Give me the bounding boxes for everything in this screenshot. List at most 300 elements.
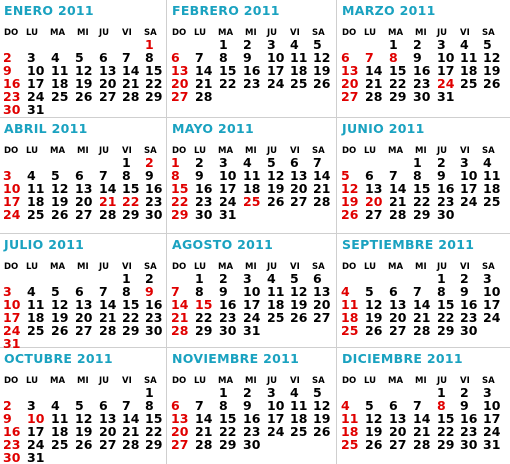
day-number: 11 [483,168,501,183]
weekday-header: DO [342,28,357,38]
day-number: 7 [122,398,131,413]
day-number: 20 [99,76,117,91]
weekday-header: MI [415,146,427,156]
day-number: 1 [219,37,228,52]
day-number: 28 [413,323,431,338]
weekday-header: SA [144,146,157,156]
weekday-header: MI [245,146,257,156]
month-title: OCTUBRE 2011 [4,351,113,366]
day-number: 9 [243,50,252,65]
day-number: 11 [267,284,285,299]
day-number: 12 [341,181,359,196]
day-number: 20 [290,181,308,196]
month-title: ABRIL 2011 [4,121,88,136]
day-number: 13 [171,63,189,78]
day-number: 10 [27,411,45,426]
day-number: 21 [99,310,117,325]
day-number: 19 [313,63,331,78]
day-number: 17 [460,181,478,196]
weekday-header: SA [312,28,325,38]
day-number: 20 [313,297,331,312]
day-number: 30 [219,323,237,338]
day-number: 5 [341,168,350,183]
day-number: 19 [51,310,69,325]
day-number: 1 [145,37,154,52]
day-number: 20 [389,310,407,325]
day-number: 1 [195,271,204,286]
day-number: 4 [460,37,469,52]
month-title: AGOSTO 2011 [172,237,274,252]
day-number: 12 [365,411,383,426]
day-number: 31 [219,207,237,222]
day-number: 30 [145,323,163,338]
day-number: 21 [413,424,431,439]
weekday-header: DO [342,262,357,272]
day-number: 21 [195,424,213,439]
day-number: 29 [413,207,431,222]
day-number: 18 [483,181,501,196]
day-number: 13 [290,168,308,183]
weekday-header: VI [460,146,470,156]
day-number: 13 [341,63,359,78]
day-number: 5 [51,168,60,183]
day-number: 10 [267,50,285,65]
day-number: 29 [122,323,140,338]
weekday-header: MA [50,262,66,272]
day-number: 14 [365,63,383,78]
month-calendar [338,118,506,233]
day-number: 31 [243,323,261,338]
day-number: 24 [27,437,45,452]
day-number: 23 [195,194,213,209]
day-number: 4 [51,398,60,413]
weekday-header: SA [312,376,325,386]
day-number: 12 [313,398,331,413]
weekday-header: LU [26,28,39,38]
day-number: 21 [122,76,140,91]
day-number: 30 [145,207,163,222]
day-number: 13 [99,63,117,78]
weekday-header: DO [4,146,19,156]
weekday-header: MA [50,376,66,386]
day-number: 30 [243,437,261,452]
day-number: 12 [290,284,308,299]
day-number: 4 [51,50,60,65]
weekday-header: SA [482,28,495,38]
weekday-header: MI [245,262,257,272]
day-number: 31 [3,336,21,349]
day-number: 14 [99,181,117,196]
day-number: 15 [171,181,189,196]
day-number: 7 [195,50,204,65]
day-number: 14 [195,63,213,78]
day-number: 3 [267,385,276,400]
month-title: JUNIO 2011 [342,121,425,136]
day-number: 14 [413,297,431,312]
day-number: 11 [243,168,261,183]
day-number: 19 [75,424,93,439]
day-number: 15 [219,63,237,78]
day-number: 19 [51,194,69,209]
day-number: 10 [219,168,237,183]
day-number: 24 [460,194,478,209]
day-number: 2 [243,37,252,52]
day-number: 25 [51,437,69,452]
weekday-header: MI [415,376,427,386]
day-number: 25 [27,323,45,338]
day-number: 16 [145,297,163,312]
day-number: 26 [75,437,93,452]
day-number: 2 [413,37,422,52]
day-number: 29 [145,89,163,104]
day-number: 6 [290,155,299,170]
day-number: 25 [460,76,478,91]
weekday-header: JU [267,262,278,272]
day-number: 6 [99,50,108,65]
day-number: 14 [389,181,407,196]
day-number: 2 [3,398,12,413]
weekday-header: VI [460,376,470,386]
day-number: 2 [145,271,154,286]
weekday-header: DO [172,28,187,38]
day-number: 8 [195,284,204,299]
day-number: 17 [483,297,501,312]
day-number: 27 [290,194,308,209]
day-number: 11 [460,50,478,65]
month-title: DICIEMBRE 2011 [342,351,463,366]
weekday-header: MI [77,376,89,386]
day-number: 25 [483,194,501,209]
day-number: 19 [313,411,331,426]
weekday-header: VI [290,262,300,272]
day-number: 22 [437,310,455,325]
day-number: 27 [75,323,93,338]
day-number: 1 [122,271,131,286]
day-number: 16 [413,63,431,78]
weekday-header: SA [144,262,157,272]
day-number: 15 [389,63,407,78]
day-number: 15 [145,411,163,426]
day-number: 12 [75,411,93,426]
day-number: 28 [171,323,189,338]
weekday-header: LU [364,28,377,38]
day-number: 20 [341,76,359,91]
day-number: 7 [122,50,131,65]
day-number: 10 [437,50,455,65]
day-number: 23 [437,194,455,209]
day-number: 31 [483,437,501,452]
weekday-header: VI [290,28,300,38]
day-number: 8 [145,50,154,65]
day-number: 8 [437,284,446,299]
day-number: 9 [145,168,154,183]
day-number: 9 [243,398,252,413]
weekday-header: MA [218,262,234,272]
weekday-header: MA [388,28,404,38]
day-number: 25 [341,323,359,338]
weekday-header: LU [194,376,207,386]
day-number: 7 [171,284,180,299]
day-number: 10 [243,284,261,299]
day-number: 4 [341,398,350,413]
day-number: 22 [122,194,140,209]
day-number: 16 [243,63,261,78]
day-number: 17 [3,194,21,209]
day-number: 27 [75,207,93,222]
day-number: 22 [145,424,163,439]
day-number: 18 [243,181,261,196]
day-number: 20 [365,194,383,209]
day-number: 27 [341,89,359,104]
weekday-header: MI [415,28,427,38]
day-number: 4 [243,155,252,170]
day-number: 1 [219,385,228,400]
day-number: 5 [313,37,322,52]
day-number: 13 [75,181,93,196]
weekday-header: LU [364,262,377,272]
day-number: 8 [145,398,154,413]
weekday-header: JU [99,28,110,38]
day-number: 30 [3,102,21,115]
day-number: 29 [437,323,455,338]
day-number: 14 [122,63,140,78]
day-number: 10 [483,284,501,299]
day-number: 2 [145,155,154,170]
day-number: 26 [267,194,285,209]
day-number: 18 [51,424,69,439]
day-number: 19 [365,424,383,439]
weekday-header: MA [50,146,66,156]
day-number: 12 [267,168,285,183]
weekday-header: JU [99,146,110,156]
day-number: 5 [365,284,374,299]
day-number: 21 [195,76,213,91]
day-number: 14 [413,411,431,426]
day-number: 18 [290,411,308,426]
weekday-header: LU [364,146,377,156]
day-number: 22 [219,424,237,439]
day-number: 11 [341,411,359,426]
month-calendar [168,118,336,233]
day-number: 30 [437,207,455,222]
day-number: 23 [145,194,163,209]
day-number: 30 [195,207,213,222]
day-number: 30 [460,323,478,338]
day-number: 10 [483,398,501,413]
day-number: 3 [483,271,492,286]
day-number: 2 [437,155,446,170]
day-number: 15 [122,297,140,312]
day-number: 7 [99,284,108,299]
month-title: NOVIEMBRE 2011 [172,351,300,366]
day-number: 1 [437,271,446,286]
day-number: 12 [75,63,93,78]
day-number: 19 [365,310,383,325]
weekday-header: SA [482,146,495,156]
weekday-header: LU [26,146,39,156]
day-number: 27 [389,323,407,338]
day-number: 24 [3,207,21,222]
day-number: 27 [389,437,407,452]
day-number: 10 [267,398,285,413]
day-number: 7 [365,50,374,65]
weekday-header: MI [415,262,427,272]
day-number: 4 [290,385,299,400]
day-number: 29 [122,207,140,222]
day-number: 13 [75,297,93,312]
day-number: 10 [27,63,45,78]
day-number: 24 [483,424,501,439]
day-number: 13 [313,284,331,299]
day-number: 9 [3,63,12,78]
day-number: 16 [3,76,21,91]
day-number: 8 [171,168,180,183]
day-number: 1 [145,385,154,400]
weekday-header: VI [122,28,132,38]
day-number: 9 [437,168,446,183]
day-number: 28 [313,194,331,209]
day-number: 28 [413,437,431,452]
day-number: 25 [51,89,69,104]
day-number: 18 [290,63,308,78]
day-number: 24 [483,310,501,325]
day-number: 15 [145,63,163,78]
day-number: 11 [341,297,359,312]
day-number: 14 [195,411,213,426]
weekday-header: VI [290,146,300,156]
day-number: 10 [460,168,478,183]
weekday-header: JU [267,376,278,386]
day-number: 24 [437,76,455,91]
day-number: 3 [3,284,12,299]
day-number: 23 [3,437,21,452]
day-number: 9 [3,411,12,426]
day-number: 26 [290,310,308,325]
day-number: 1 [122,155,131,170]
day-number: 26 [341,207,359,222]
day-number: 17 [219,181,237,196]
weekday-header: MI [77,262,89,272]
month-calendar [338,234,506,349]
day-number: 25 [243,194,261,209]
day-number: 28 [195,89,213,104]
day-number: 23 [460,310,478,325]
month-title: MAYO 2011 [172,121,254,136]
day-number: 24 [243,310,261,325]
day-number: 8 [122,284,131,299]
day-number: 3 [437,37,446,52]
weekday-header: DO [342,376,357,386]
day-number: 15 [437,411,455,426]
weekday-header: MA [388,262,404,272]
day-number: 5 [51,284,60,299]
day-number: 11 [27,181,45,196]
day-number: 4 [290,37,299,52]
day-number: 13 [389,297,407,312]
day-number: 26 [313,76,331,91]
day-number: 22 [219,76,237,91]
day-number: 6 [389,284,398,299]
day-number: 11 [290,398,308,413]
day-number: 4 [267,271,276,286]
day-number: 29 [219,437,237,452]
day-number: 29 [389,89,407,104]
weekday-header: JU [437,262,448,272]
day-number: 9 [145,284,154,299]
month-calendar [0,0,168,115]
day-number: 17 [267,63,285,78]
day-number: 24 [3,323,21,338]
day-number: 3 [243,271,252,286]
weekday-header: VI [122,146,132,156]
day-number: 19 [75,76,93,91]
grid-divider [336,0,337,464]
month-calendar [338,0,506,115]
day-number: 24 [267,76,285,91]
day-number: 1 [389,37,398,52]
day-number: 15 [219,411,237,426]
day-number: 20 [171,424,189,439]
day-number: 25 [290,424,308,439]
day-number: 31 [437,89,455,104]
day-number: 27 [171,89,189,104]
weekday-header: JU [267,146,278,156]
weekday-header: VI [290,376,300,386]
day-number: 27 [99,89,117,104]
day-number: 20 [389,424,407,439]
weekday-header: SA [482,262,495,272]
day-number: 6 [389,398,398,413]
weekday-header: DO [172,146,187,156]
day-number: 27 [365,207,383,222]
day-number: 18 [341,310,359,325]
day-number: 19 [341,194,359,209]
day-number: 24 [219,194,237,209]
day-number: 7 [413,398,422,413]
day-number: 14 [171,297,189,312]
day-number: 26 [75,89,93,104]
day-number: 9 [460,398,469,413]
day-number: 2 [195,155,204,170]
weekday-header: VI [122,262,132,272]
day-number: 17 [27,76,45,91]
day-number: 6 [99,398,108,413]
day-number: 5 [365,398,374,413]
day-number: 19 [267,181,285,196]
day-number: 5 [75,398,84,413]
weekday-header: MA [218,28,234,38]
weekday-header: VI [460,262,470,272]
weekday-header: MA [50,28,66,38]
day-number: 7 [313,155,322,170]
day-number: 21 [313,181,331,196]
day-number: 12 [51,181,69,196]
month-title: ENERO 2011 [4,3,94,18]
month-title: FEBRERO 2011 [172,3,280,18]
day-number: 2 [219,271,228,286]
day-number: 30 [460,437,478,452]
weekday-header: VI [460,28,470,38]
weekday-header: SA [482,376,495,386]
day-number: 23 [145,310,163,325]
day-number: 14 [99,297,117,312]
day-number: 8 [413,168,422,183]
weekday-header: LU [26,262,39,272]
day-number: 4 [483,155,492,170]
day-number: 3 [27,50,36,65]
day-number: 11 [51,411,69,426]
day-number: 4 [27,168,36,183]
